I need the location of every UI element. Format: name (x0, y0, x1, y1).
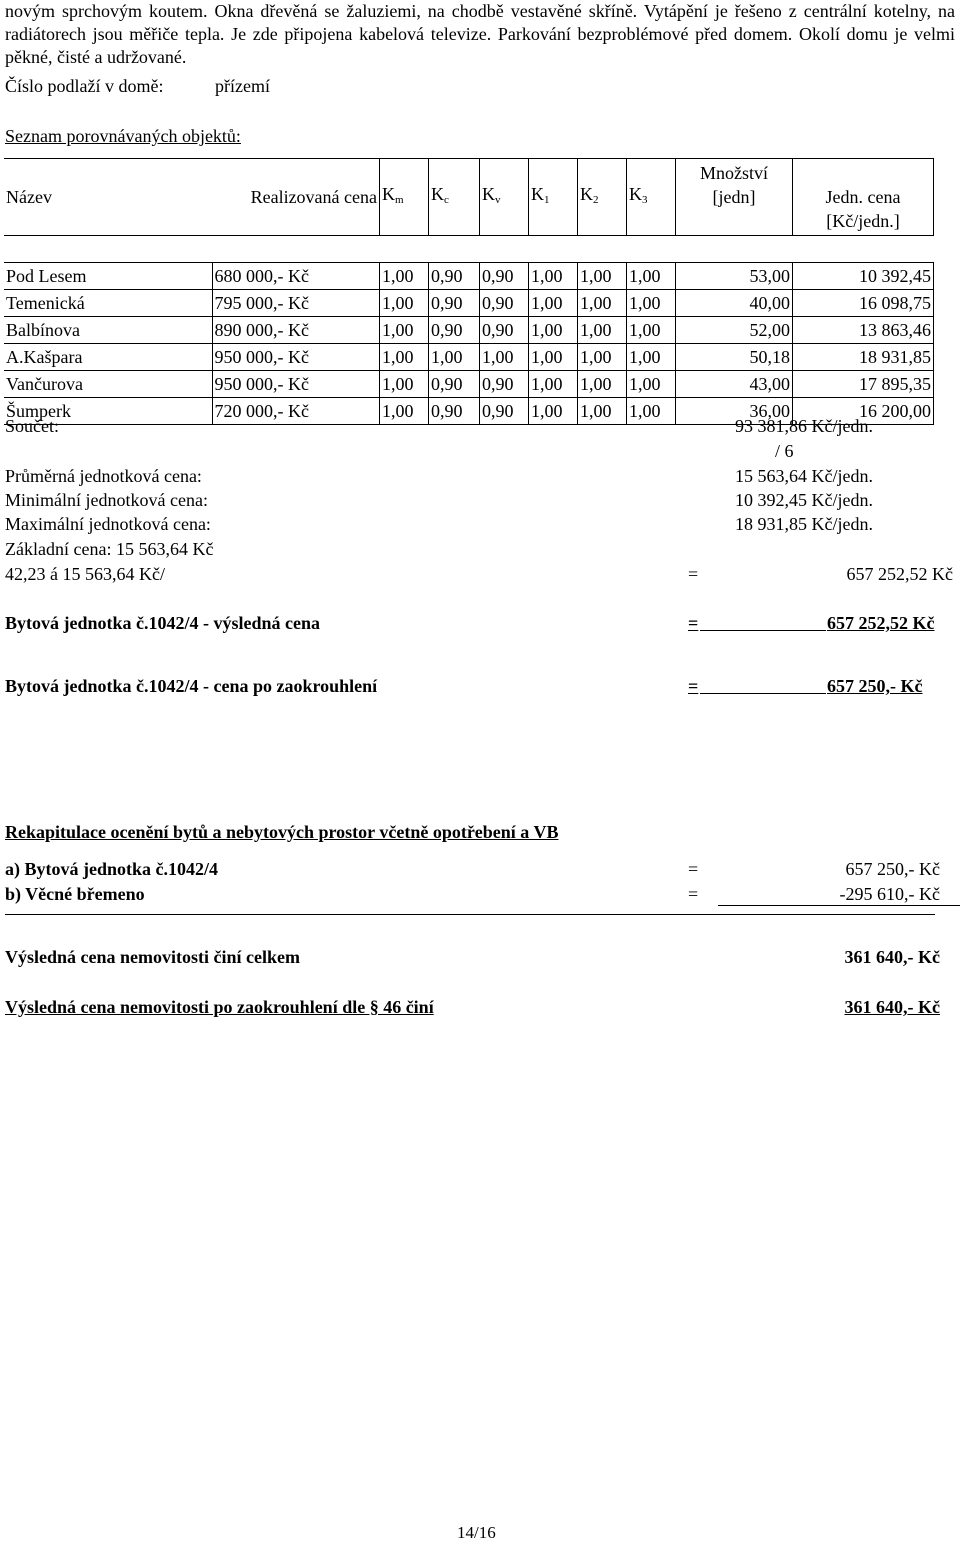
base-price: Základní cena: 15 563,64 Kč (5, 539, 214, 559)
col-name: Název (4, 159, 212, 236)
recap-b-label: b) Věcné břemeno (5, 884, 145, 904)
recap-title: Rekapitulace ocenění bytů a nebytových prostor včetně opotřebení a VB (5, 822, 559, 842)
table-row: Balbínova 890 000,- Kč 1,00 0,90 0,90 1,00 1,00 1,00 52,00 13 863,46 (4, 317, 934, 344)
rounded-label: Bytová jednotka č.1042/4 - cena po zaokrouhlení (5, 676, 378, 696)
col-kc: $K_c$ (429, 159, 480, 236)
table-row: Temenická 795 000,- Kč 1,00 0,90 0,90 1,00 1,00 1,00 40,00 16 098,75 (4, 290, 934, 317)
recap-b-value: -295 610,- Kč (839, 884, 940, 904)
recap-a-value: 657 250,- Kč (845, 859, 940, 879)
recap-b-eq: = (688, 884, 699, 904)
col-k1: $K_1$ (529, 159, 578, 236)
avg-label: Průměrná jednotková cena: (5, 466, 202, 486)
total-rounded-label: Výsledná cena nemovitosti po zaokrouhlení dle § 46 činí (5, 997, 434, 1017)
col-k2: $K_2$ (578, 159, 627, 236)
result-eq: = (688, 613, 699, 633)
sum-label: Součet: (5, 416, 59, 436)
max-label: Maximální jednotková cena: (5, 514, 211, 534)
rounded-value: 657 250,- Kč (827, 676, 923, 696)
recap-a-eq: = (688, 859, 699, 879)
page-number: 14/16 (457, 1523, 496, 1542)
divisor: / 6 (775, 441, 794, 461)
min-value: 10 392,45 Kč/jedn. (735, 490, 873, 510)
intro-text: novým sprchovým koutem. Okna dřevěná se žaluziemi, na chodbě vestavěné skříně. Vytápění je řešeno z centrální kotelny, na radiátorech jsou měřiče tepla. Je zde připojena kabelová televize. Parkování bezproblémové před domem. Okolí domu je velmi pěkné, čisté a udržované. (5, 1, 955, 67)
avg-value: 15 563,64 Kč/jedn. (735, 466, 873, 486)
floor-label: Číslo podlaží v domě: (5, 76, 164, 96)
max-value: 18 931,85 Kč/jedn. (735, 514, 873, 534)
col-price: Realizovaná cena (212, 159, 380, 236)
separator-rule (5, 914, 935, 915)
result-value: 657 252,52 Kč (827, 613, 935, 633)
table-header (4, 159, 934, 236)
table-row: Vančurova 950 000,- Kč 1,00 0,90 0,90 1,00 1,00 1,00 43,00 17 895,35 (4, 371, 934, 398)
min-label: Minimální jednotková cena: (5, 490, 208, 510)
col-kv: $K_v$ (480, 159, 529, 236)
intro-paragraph (5, 0, 955, 69)
total-label: Výsledná cena nemovitosti činí celkem (5, 947, 300, 967)
rounded-eq: = (688, 676, 699, 696)
total-rounded-value: 361 640,- Kč (844, 997, 940, 1017)
col-km: $K_m$ (380, 159, 429, 236)
sum-rule (718, 905, 960, 906)
calc-label: 42,23 á 15 563,64 Kč/ (5, 564, 165, 584)
floor-value: přízemí (215, 76, 270, 96)
calc-value: 657 252,52 Kč (846, 564, 953, 584)
sum-value: 93 381,86 Kč/jedn. (735, 416, 873, 436)
col-unit-price: Jedn. cena [Kč/jedn.] (793, 159, 934, 236)
rounded-underline (700, 693, 826, 694)
table-row: A.Kašpara 950 000,- Kč 1,00 1,00 1,00 1,00 1,00 1,00 50,18 18 931,85 (4, 344, 934, 371)
recap-a-label: a) Bytová jednotka č.1042/4 (5, 859, 218, 879)
table-row: Šumperk 720 000,- Kč 1,00 0,90 0,90 1,00 1,00 1,00 36,00 16 200,00 (4, 398, 934, 425)
total-value: 361 640,- Kč (844, 947, 940, 967)
comparison-title: Seznam porovnávaných objektů: (5, 126, 241, 146)
calc-eq: = (688, 564, 699, 584)
result-label: Bytová jednotka č.1042/4 - výsledná cena (5, 613, 320, 633)
table-row: Pod Lesem 680 000,- Kč 1,00 0,90 0,90 1,00 1,00 1,00 53,00 10 392,45 (4, 263, 934, 290)
result-underline (700, 630, 826, 631)
col-qty: Množství [jedn] (676, 159, 793, 236)
comparison-table (4, 158, 934, 425)
col-k3: $K_3$ (627, 159, 676, 236)
